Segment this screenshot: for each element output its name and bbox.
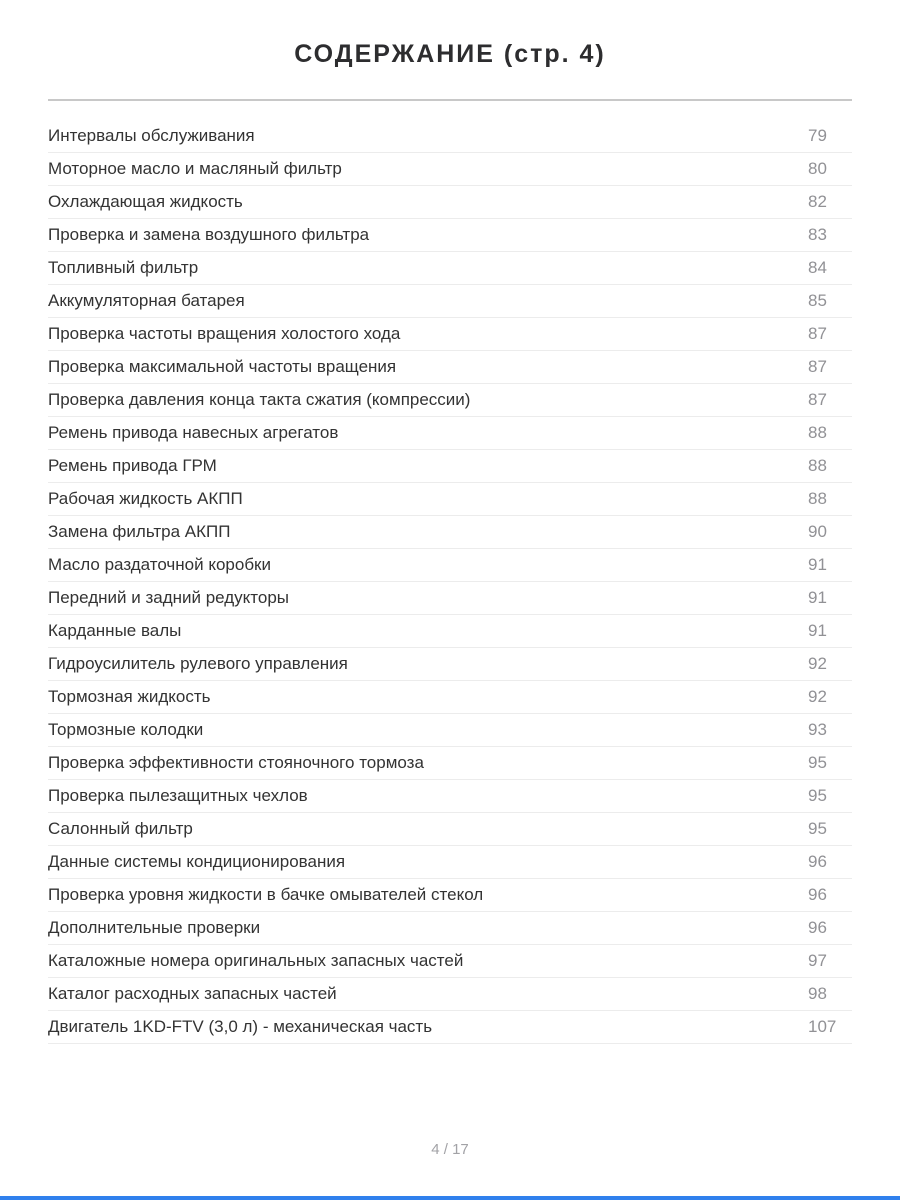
toc-row[interactable] <box>48 912 852 945</box>
toc-item-label: Рабочая жидкость АКПП <box>48 489 243 508</box>
toc-row[interactable] <box>48 351 852 384</box>
toc-item-label: Гидроусилитель рулевого управления <box>48 654 348 673</box>
toc-item-page-number: 96 <box>808 852 827 871</box>
toc-item-label: Топливный фильтр <box>48 258 199 277</box>
toc-row[interactable] <box>48 450 852 483</box>
toc-row[interactable] <box>48 879 852 912</box>
toc-item-page-number: 88 <box>808 456 827 475</box>
toc-row[interactable] <box>48 681 852 714</box>
toc-item-page-number: 82 <box>808 192 827 211</box>
toc-row[interactable] <box>48 120 852 153</box>
toc-row[interactable] <box>48 747 852 780</box>
toc-list <box>48 120 852 1044</box>
toc-row[interactable] <box>48 318 852 351</box>
toc-row[interactable] <box>48 549 852 582</box>
toc-row[interactable] <box>48 384 852 417</box>
page-indicator: 4 / 17 <box>431 1141 469 1158</box>
toc-row[interactable] <box>48 582 852 615</box>
toc-item-label: Аккумуляторная батарея <box>48 291 245 310</box>
toc-item-label: Салонный фильтр <box>48 819 193 838</box>
toc-item-page-number: 84 <box>808 258 827 277</box>
toc-item-page-number: 95 <box>808 753 827 772</box>
toc-row[interactable] <box>48 978 852 1011</box>
toc-row[interactable] <box>48 1011 852 1044</box>
toc-row[interactable] <box>48 153 852 186</box>
toc-item-label: Проверка максимальной частоты вращения <box>48 357 397 376</box>
page-title: СОДЕРЖАНИЕ (стр. 4) <box>294 40 606 68</box>
toc-item-label: Проверка и замена воздушного фильтра <box>48 225 370 244</box>
toc-row[interactable] <box>48 483 852 516</box>
toc-item-label: Каталог расходных запасных частей <box>48 984 337 1003</box>
toc-item-page-number: 91 <box>808 621 827 640</box>
toc-item-page-number: 87 <box>808 357 827 376</box>
toc-item-label: Интервалы обслуживания <box>48 126 255 145</box>
toc-item-label: Дополнительные проверки <box>48 918 261 937</box>
toc-row[interactable] <box>48 615 852 648</box>
toc-item-label: Передний и задний редукторы <box>48 588 290 607</box>
toc-row[interactable] <box>48 219 852 252</box>
toc-item-page-number: 107 <box>808 1017 837 1036</box>
toc-item-page-number: 92 <box>808 687 827 706</box>
toc-item-page-number: 95 <box>808 819 827 838</box>
toc-item-page-number: 83 <box>808 225 827 244</box>
toc-item-label: Карданные валы <box>48 621 182 640</box>
toc-item-page-number: 85 <box>808 291 827 310</box>
toc-item-page-number: 97 <box>808 951 827 970</box>
toc-item-label: Двигатель 1KD-FTV (3,0 л) - механическая часть <box>48 1017 433 1036</box>
toc-item-page-number: 96 <box>808 918 827 937</box>
toc-item-page-number: 91 <box>808 555 827 574</box>
toc-row[interactable] <box>48 846 852 879</box>
toc-item-page-number: 87 <box>808 390 827 409</box>
toc-row[interactable] <box>48 285 852 318</box>
toc-item-page-number: 88 <box>808 423 827 442</box>
toc-item-label: Масло раздаточной коробки <box>48 555 271 574</box>
toc-item-label: Ремень привода навесных агрегатов <box>48 423 339 442</box>
toc-row[interactable] <box>48 813 852 846</box>
toc-row[interactable] <box>48 417 852 450</box>
toc-item-label: Проверка эффективности стояночного тормоза <box>48 753 424 772</box>
toc-item-label: Каталожные номера оригинальных запасных частей <box>48 951 464 970</box>
toc-item-page-number: 95 <box>808 786 827 805</box>
toc-row[interactable] <box>48 780 852 813</box>
toc-item-label: Проверка уровня жидкости в бачке омывателей стекол <box>48 885 484 904</box>
toc-row[interactable] <box>48 648 852 681</box>
toc-row[interactable] <box>48 516 852 549</box>
toc-item-label: Замена фильтра АКПП <box>48 522 231 541</box>
toc-item-label: Охлаждающая жидкость <box>48 192 243 211</box>
toc-item-label: Данные системы кондиционирования <box>48 852 346 871</box>
toc-item-label: Тормозная жидкость <box>48 687 211 706</box>
toc-row[interactable] <box>48 252 852 285</box>
toc-item-page-number: 90 <box>808 522 827 541</box>
toc-row[interactable] <box>48 714 852 747</box>
toc-item-label: Ремень привода ГРМ <box>48 456 217 475</box>
toc-row[interactable] <box>48 186 852 219</box>
toc-item-page-number: 92 <box>808 654 827 673</box>
toc-item-label: Проверка частоты вращения холостого хода <box>48 324 401 343</box>
toc-item-page-number: 93 <box>808 720 827 739</box>
toc-item-page-number: 88 <box>808 489 827 508</box>
toc-item-page-number: 87 <box>808 324 827 343</box>
toc-item-page-number: 80 <box>808 159 827 178</box>
toc-item-label: Моторное масло и масляный фильтр <box>48 159 342 178</box>
toc-item-label: Проверка давления конца такта сжатия (компрессии) <box>48 390 471 409</box>
title-divider <box>48 99 852 101</box>
toc-row[interactable] <box>48 945 852 978</box>
toc-item-label: Проверка пылезащитных чехлов <box>48 786 308 805</box>
toc-item-label: Тормозные колодки <box>48 720 204 739</box>
toc-item-page-number: 96 <box>808 885 827 904</box>
bottom-accent-bar <box>0 1196 900 1200</box>
toc-item-page-number: 79 <box>808 126 827 145</box>
toc-item-page-number: 98 <box>808 984 827 1003</box>
toc-item-page-number: 91 <box>808 588 827 607</box>
